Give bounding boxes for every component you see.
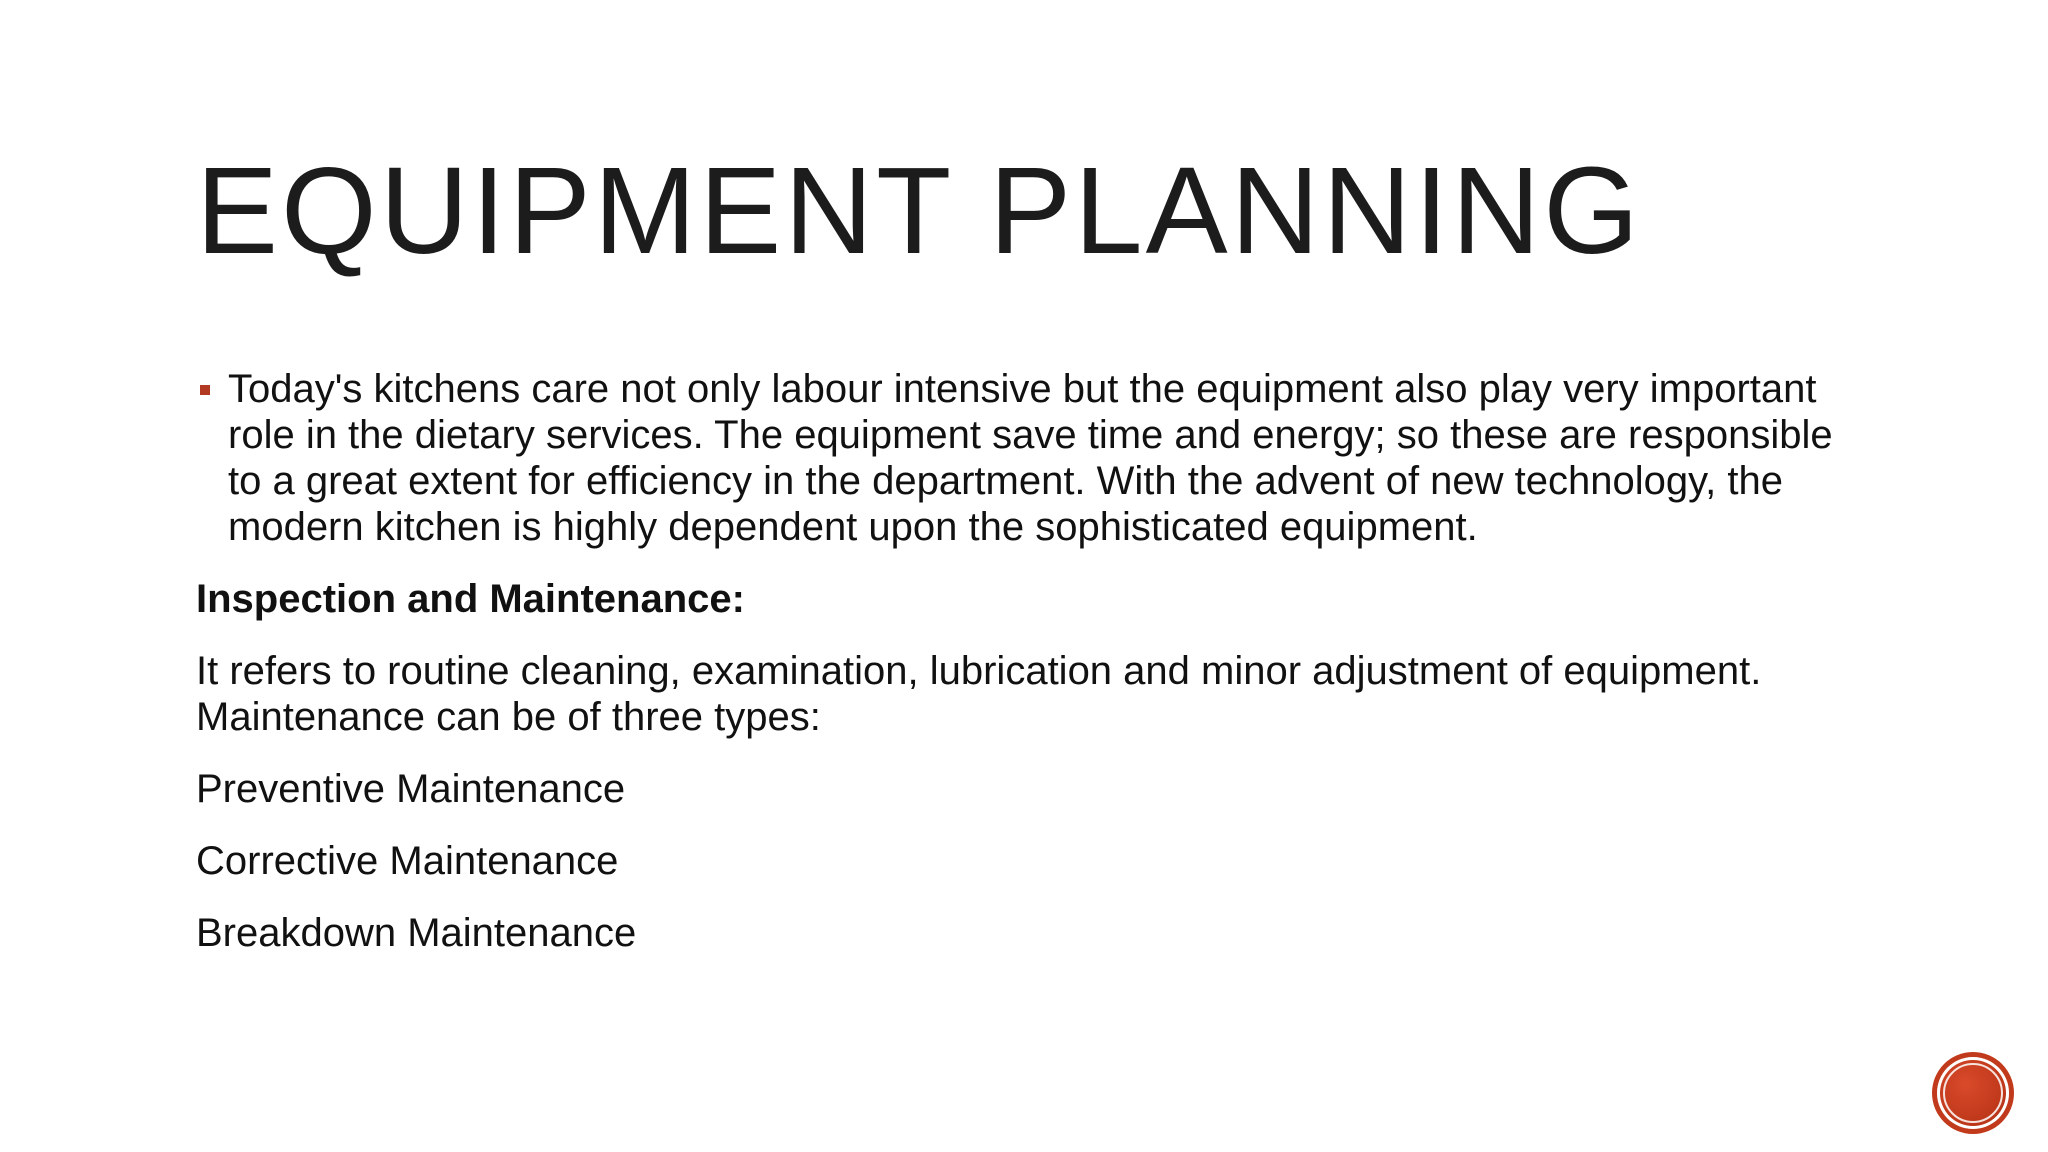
section-heading: Inspection and Maintenance: xyxy=(196,577,745,621)
bullet-text: Today's kitchens care not only labour intensive but the equipment also play very important role in the dietary services. The equipment save time and energy; so these are responsible to a great extent for efficiency in the department. With the advent of new technology, the modern kitchen is highly dependent upon the sophisticated equipment. xyxy=(228,367,1833,549)
section-text: It refers to routine cleaning, examination, lubrication and minor adjustment of equipment. Maintenance can be of three types: xyxy=(196,649,1762,739)
maintenance-type-breakdown: Breakdown Maintenance xyxy=(196,911,637,955)
nav-button-ring xyxy=(1943,1063,2003,1123)
circle-button-icon[interactable] xyxy=(1937,1057,2009,1129)
maintenance-type-preventive: Preventive Maintenance xyxy=(196,767,626,811)
maintenance-type-corrective: Corrective Maintenance xyxy=(196,839,619,883)
square-bullet-icon xyxy=(200,385,210,395)
slide-title: EQUIPMENT PLANNING xyxy=(196,143,1642,280)
bullet-paragraph xyxy=(196,366,1876,550)
slide-body xyxy=(196,366,1876,982)
